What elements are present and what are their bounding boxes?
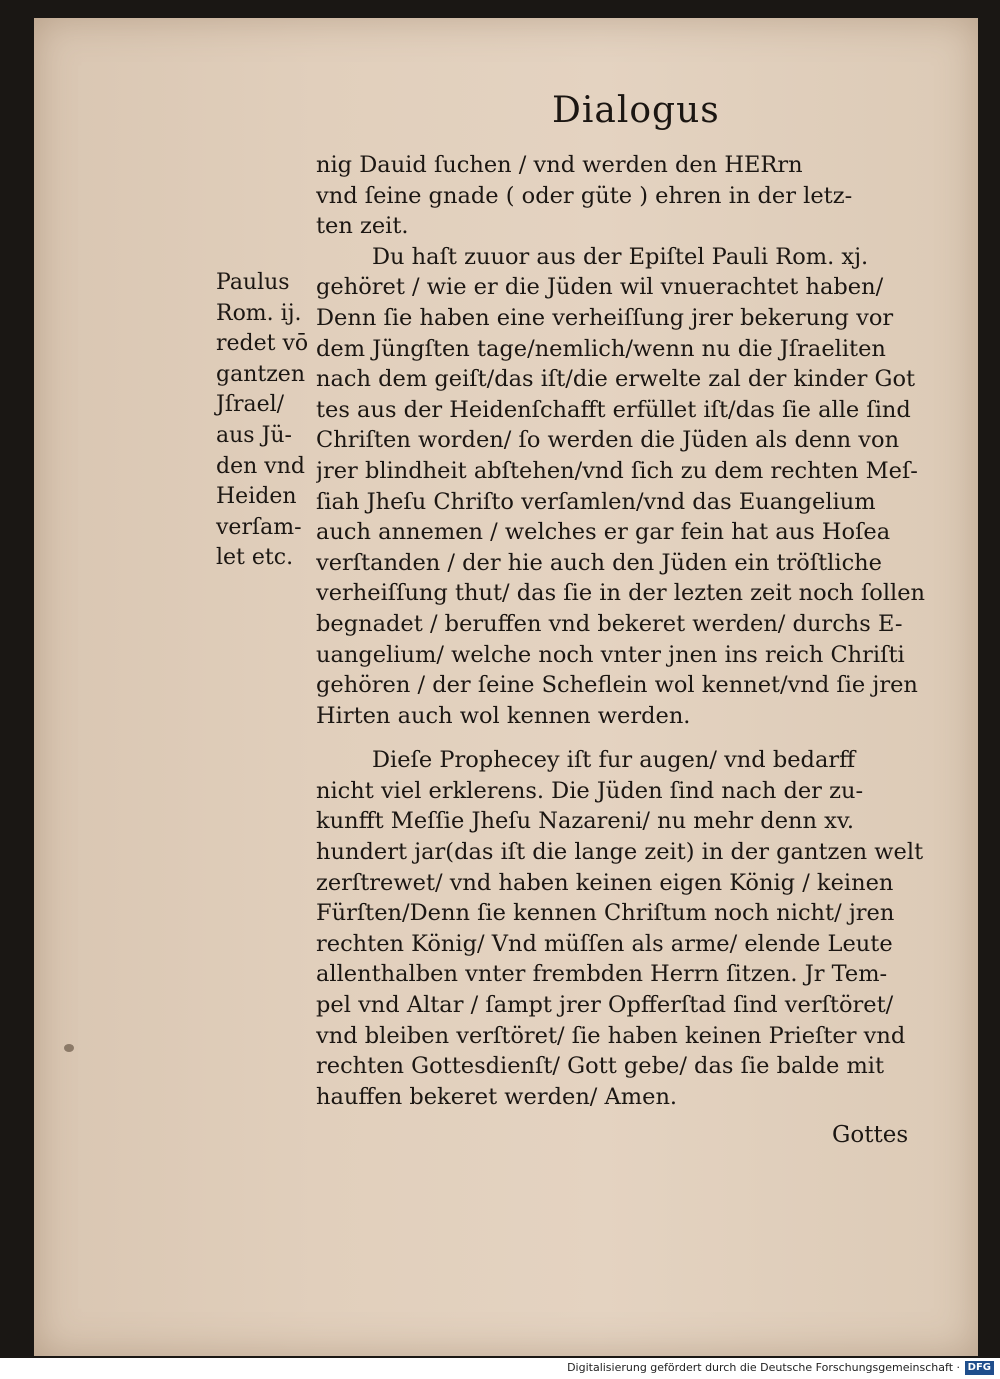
margin-note-line: den vnd [216,453,305,479]
margin-note-line: Heiden [216,484,297,510]
text-line: rechten König/ Vnd müſſen als arme/ elende Leute [316,930,893,957]
text-line: vnd bleiben verſtöret/ ſie haben keinen Prieſter vnd [316,1022,906,1049]
text-line: vnd ſeine gnade ( oder güte ) ehren in der letz- [316,182,853,209]
text-line: verſtanden / der hie auch den Jüden ein tröſtliche [316,549,882,576]
margin-note-line: Rom. ij. [216,300,302,326]
paragraph-gap [316,731,944,745]
main-text-block [316,150,944,1112]
margin-note-line: redet vō [216,331,309,357]
text-line: dem Jüngſten tage/nemlich/wenn nu die Jſraeliten [316,335,886,362]
text-line: ten zeit. [316,213,409,240]
margin-note [216,268,316,574]
margin-note-line: let etc. [216,545,294,571]
text-line: Dieſe Prophecey iſt fur augen/ vnd bedarff [372,747,856,774]
running-head: Dialogus [552,90,720,131]
dfg-logo: DFG [965,1361,994,1375]
margin-note-line: aus Jü- [216,422,292,448]
text-line: kunfft Meſſie Jheſu Nazareni/ nu mehr denn xv. [316,808,855,835]
text-line: begnadet / beruffen vnd bekeret werden/ durchs E- [316,610,903,637]
text-line: nig Dauid ſuchen / vnd werden den HERrn [316,152,803,178]
text-line: ſiah Jheſu Chriſto verſamlen/vnd das Euangelium [316,488,876,515]
text-line: Denn ſie haben eine verheiſſung jrer bekerung vor [316,304,894,331]
text-line: tes aus der Heidenſchafft erfüllet iſt/das ſie alle ſind [316,396,911,423]
text-line: hauffen bekeret werden/ Amen. [316,1083,678,1110]
text-line: gehören / der ſeine Scheflein wol kennet/vnd ſie jren [316,672,918,699]
text-line: nach dem geiſt/das iſt/die erwelte zal der kinder Got [316,366,916,393]
footer-bar [0,1358,1000,1379]
text-line: zerſtrewet/ vnd haben keinen eigen König / keinen [316,869,894,896]
text-line: verheiſſung thut/ das ſie in der lezten zeit noch ſollen [316,580,926,607]
paper-speck [64,1044,74,1052]
text-line: nicht viel erklerens. Die Jüden ſind nach der zu- [316,777,864,804]
margin-note-line: verſam- [216,514,302,540]
text-line: Du haſt zuuor aus der Epiſtel Pauli Rom. xj. [372,243,869,270]
funding-credit: Digitalisierung gefördert durch die Deutsche Forschungsgemeinschaft · [567,1361,960,1374]
margin-note-line: Paulus [216,270,290,295]
text-line: Hirten auch wol kennen werden. [316,702,691,729]
text-line: rechten Gottesdienſt/ Gott gebe/ das ſie balde mit [316,1053,885,1080]
margin-note-line: gantzen [216,361,305,387]
margin-note-line: Jſrael/ [216,392,285,418]
text-line: hundert jar(das iſt die lange zeit) in der gantzen welt [316,839,924,866]
catchword: Gottes [832,1122,909,1148]
text-line: gehöret / wie er die Jüden wil vnuerachtet haben/ [316,274,884,301]
text-line: uangelium/ welche noch vnter jnen ins reich Chriſti [316,641,905,668]
text-line: allenthalben vnter frembden Herrn ſitzen. Jr Tem- [316,961,888,988]
text-line: jrer blindheit abſtehen/vnd ſich zu dem rechten Meſ- [316,457,918,484]
text-line: auch annemen / welches er gar fein hat aus Hoſea [316,519,891,546]
text-line: Chriſten worden/ ſo werden die Jüden als denn von [316,427,900,454]
text-line: Fürſten/Denn ſie kennen Chriſtum noch nicht/ jren [316,900,895,927]
text-line: pel vnd Altar / ſampt jrer Opfferſtad ſind verſtöret/ [316,992,894,1019]
